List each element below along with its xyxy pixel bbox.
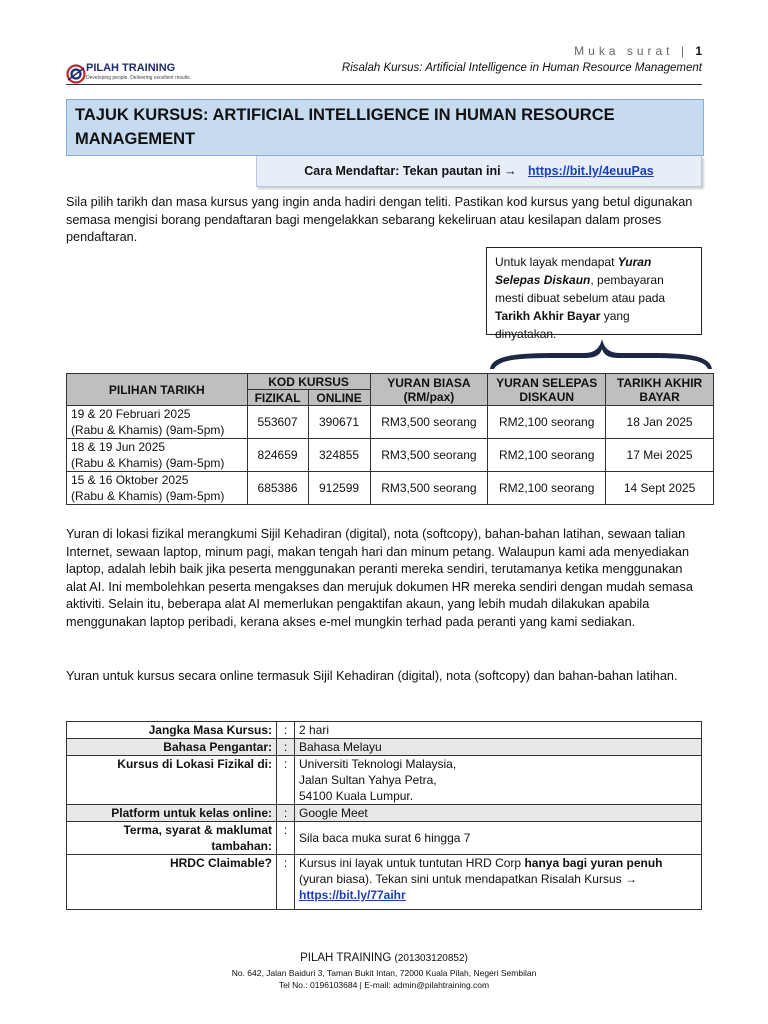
header-course-code: KOD KURSUS bbox=[247, 374, 370, 390]
footer-company-name: PILAH TRAINING bbox=[300, 952, 392, 964]
location-value bbox=[295, 756, 702, 805]
arrow-right-icon: → bbox=[504, 164, 517, 178]
duration-label: Jangka Masa Kursus: bbox=[67, 722, 277, 739]
hrdc-link[interactable]: https://bit.ly/77aihr bbox=[299, 888, 406, 902]
registration-label: Cara Mendaftar: Tekan pautan ini bbox=[304, 164, 501, 178]
table-row bbox=[67, 722, 702, 739]
deadline-cell: 17 Mei 2025 bbox=[606, 439, 714, 472]
registration-box bbox=[256, 156, 702, 187]
callout-text-1: Untuk layak mendapat bbox=[495, 255, 618, 269]
platform-value: Google Meet bbox=[295, 805, 702, 822]
intro-text: Sila pilih tarikh dan masa kursus yang ingin anda hadiri dengan teliti. Pastikan kod kursus yang betul digunakan semasa mengisi borang pendaftaran bagi mengelakkan sebarang kekeliruan atau kesilapan dalam proses pendaftaran. bbox=[66, 195, 693, 244]
document-subtitle: Risalah Kursus: Artificial Intelligence in Human Resource Management bbox=[341, 62, 702, 74]
location-line-3: 54100 Kuala Lumpur. bbox=[299, 789, 414, 803]
time-text: (Rabu & Khamis) (9am-5pm) bbox=[71, 423, 225, 437]
intro-paragraph bbox=[66, 194, 706, 247]
location-line-2: Jalan Sultan Yahya Petra, bbox=[299, 773, 437, 787]
schedule-table bbox=[66, 373, 714, 505]
physical-code-cell: 685386 bbox=[247, 472, 308, 505]
time-text: (Rabu & Khamis) (9am-5pm) bbox=[71, 489, 225, 503]
table-row bbox=[67, 439, 714, 472]
discount-callout bbox=[486, 247, 702, 341]
platform-label: Platform untuk kelas online: bbox=[67, 805, 277, 822]
page-number-value: 1 bbox=[695, 44, 702, 58]
online-fee-text: Yuran untuk kursus secara online termasuk Sijil Kehadiran (digital), nota (softcopy) dan bahan-bahan latihan. bbox=[66, 669, 678, 683]
footer-company-reg: (201303120852) bbox=[394, 953, 468, 964]
hrdc-value bbox=[295, 855, 702, 910]
table-row bbox=[67, 822, 702, 855]
logo-name: PILAH TRAINING bbox=[86, 62, 176, 74]
footer-contact: Tel No.: 0196103684 | E-mail: admin@pilahtraining.com bbox=[278, 980, 490, 990]
deadline-cell: 14 Sept 2025 bbox=[606, 472, 714, 505]
header-physical: FIZIKAL bbox=[247, 390, 308, 406]
terms-value: Sila baca muka surat 6 hingga 7 bbox=[295, 822, 702, 855]
online-code-cell: 912599 bbox=[308, 472, 370, 505]
header-date: PILIHAN TARIKH bbox=[67, 374, 248, 406]
table-row bbox=[67, 739, 702, 756]
course-details-table bbox=[66, 721, 702, 910]
physical-code-cell: 824659 bbox=[247, 439, 308, 472]
course-title-box bbox=[66, 99, 704, 156]
header-deadline: TARIKH AKHIR BAYAR bbox=[606, 374, 714, 406]
registration-link[interactable]: https://bit.ly/4euuPas bbox=[528, 164, 654, 178]
hrdc-full-fee: hanya bagi yuran penuh bbox=[524, 856, 663, 870]
time-text: (Rabu & Khamis) (9am-5pm) bbox=[71, 456, 225, 470]
separator: : bbox=[277, 805, 295, 822]
terms-label: Terma, syarat & maklumat tambahan: bbox=[67, 822, 277, 855]
header-divider bbox=[66, 84, 702, 85]
regular-fee-cell: RM3,500 seorang bbox=[370, 439, 488, 472]
curly-brace-icon bbox=[488, 337, 714, 373]
separator: : bbox=[277, 722, 295, 739]
separator: : bbox=[277, 822, 295, 855]
page-label: Muka surat bbox=[574, 44, 674, 58]
callout-text-2: , pembayaran mesti dibuat sebelum atau pada bbox=[495, 273, 666, 305]
language-value: Bahasa Melayu bbox=[295, 739, 702, 756]
hrdc-text-2: (yuran biasa). Tekan sini untuk mendapatkan Risalah Kursus → bbox=[299, 872, 637, 886]
separator: : bbox=[277, 756, 295, 805]
table-row bbox=[67, 472, 714, 505]
date-cell bbox=[67, 406, 248, 439]
table-row bbox=[67, 406, 714, 439]
table-row bbox=[67, 805, 702, 822]
course-title: TAJUK KURSUS: ARTIFICIAL INTELLIGENCE IN HUMAN RESOURCE MANAGEMENT bbox=[75, 106, 615, 148]
duration-value: 2 hari bbox=[295, 722, 702, 739]
date-cell bbox=[67, 472, 248, 505]
logo-tagline: Developing people. Delivering excellent results. bbox=[86, 75, 192, 81]
online-code-cell: 324855 bbox=[308, 439, 370, 472]
header-online: ONLINE bbox=[308, 390, 370, 406]
separator: : bbox=[277, 739, 295, 756]
hrdc-label: HRDC Claimable? bbox=[67, 855, 277, 910]
date-text: 18 & 19 Jun 2025 bbox=[71, 440, 166, 454]
header-discount-fee: YURAN SELEPAS DISKAUN bbox=[488, 374, 606, 406]
location-label: Kursus di Lokasi Fizikal di: bbox=[67, 756, 277, 805]
location-line-1: Universiti Teknologi Malaysia, bbox=[299, 757, 457, 771]
deadline-cell: 18 Jan 2025 bbox=[606, 406, 714, 439]
online-code-cell: 390671 bbox=[308, 406, 370, 439]
date-text: 19 & 20 Februari 2025 bbox=[71, 407, 191, 421]
regular-fee-cell: RM3,500 seorang bbox=[370, 472, 488, 505]
page-number: Muka surat | 1 bbox=[574, 44, 702, 58]
physical-fee-text: Yuran di lokasi fizikal merangkumi Sijil Kehadiran (digital), nota (softcopy), bahan-bahan latihan, sewaan talian Internet, sewaan laptop, minum pagi, makan tengah hari dan minum petang. Walaupun kami ada menyediakan laptop, adalah lebih baik jika peserta menggunakan peranti mereka sendiri, terutamanya ketika menggunakan alat AI. Ini membolehkan peserta mengakses dan merujuk dokumen HR mereka sendiri dengan mudah semasa aktiviti. Selain itu, beberapa alat AI memerlukan pengaktifan akaun, yang lebih mudah dilakukan apabila menggunakan laptop peribadi, kerana akses e-mel mungkin terhad pada peranti yang kami sediakan. bbox=[66, 527, 693, 629]
physical-code-cell: 553607 bbox=[247, 406, 308, 439]
hrdc-text-1: Kursus ini layak untuk tuntutan HRD Corp bbox=[299, 856, 525, 870]
separator: : bbox=[277, 855, 295, 910]
regular-fee-cell: RM3,500 seorang bbox=[370, 406, 488, 439]
language-label: Bahasa Pengantar: bbox=[67, 739, 277, 756]
date-text: 15 & 16 Oktober 2025 bbox=[71, 473, 189, 487]
callout-deadline-term: Tarikh Akhir Bayar bbox=[495, 309, 601, 323]
header-regular-fee: YURAN BIASA (RM/pax) bbox=[370, 374, 488, 406]
physical-fee-paragraph bbox=[66, 526, 706, 631]
footer-address: No. 642, Jalan Baiduri 3, Taman Bukit Intan, 72000 Kuala Pilah, Negeri Sembilan bbox=[231, 968, 537, 978]
callout-discount-term: Yuran Selepas Diskaun bbox=[495, 255, 652, 287]
date-cell bbox=[67, 439, 248, 472]
online-fee-paragraph bbox=[66, 668, 706, 686]
table-row bbox=[67, 855, 702, 910]
callout-text-3: yang dinyatakan. bbox=[495, 309, 630, 341]
footer-company bbox=[0, 952, 768, 964]
discount-fee-cell: RM2,100 seorang bbox=[488, 439, 606, 472]
discount-fee-cell: RM2,100 seorang bbox=[488, 406, 606, 439]
table-row bbox=[67, 756, 702, 805]
discount-fee-cell: RM2,100 seorang bbox=[488, 472, 606, 505]
